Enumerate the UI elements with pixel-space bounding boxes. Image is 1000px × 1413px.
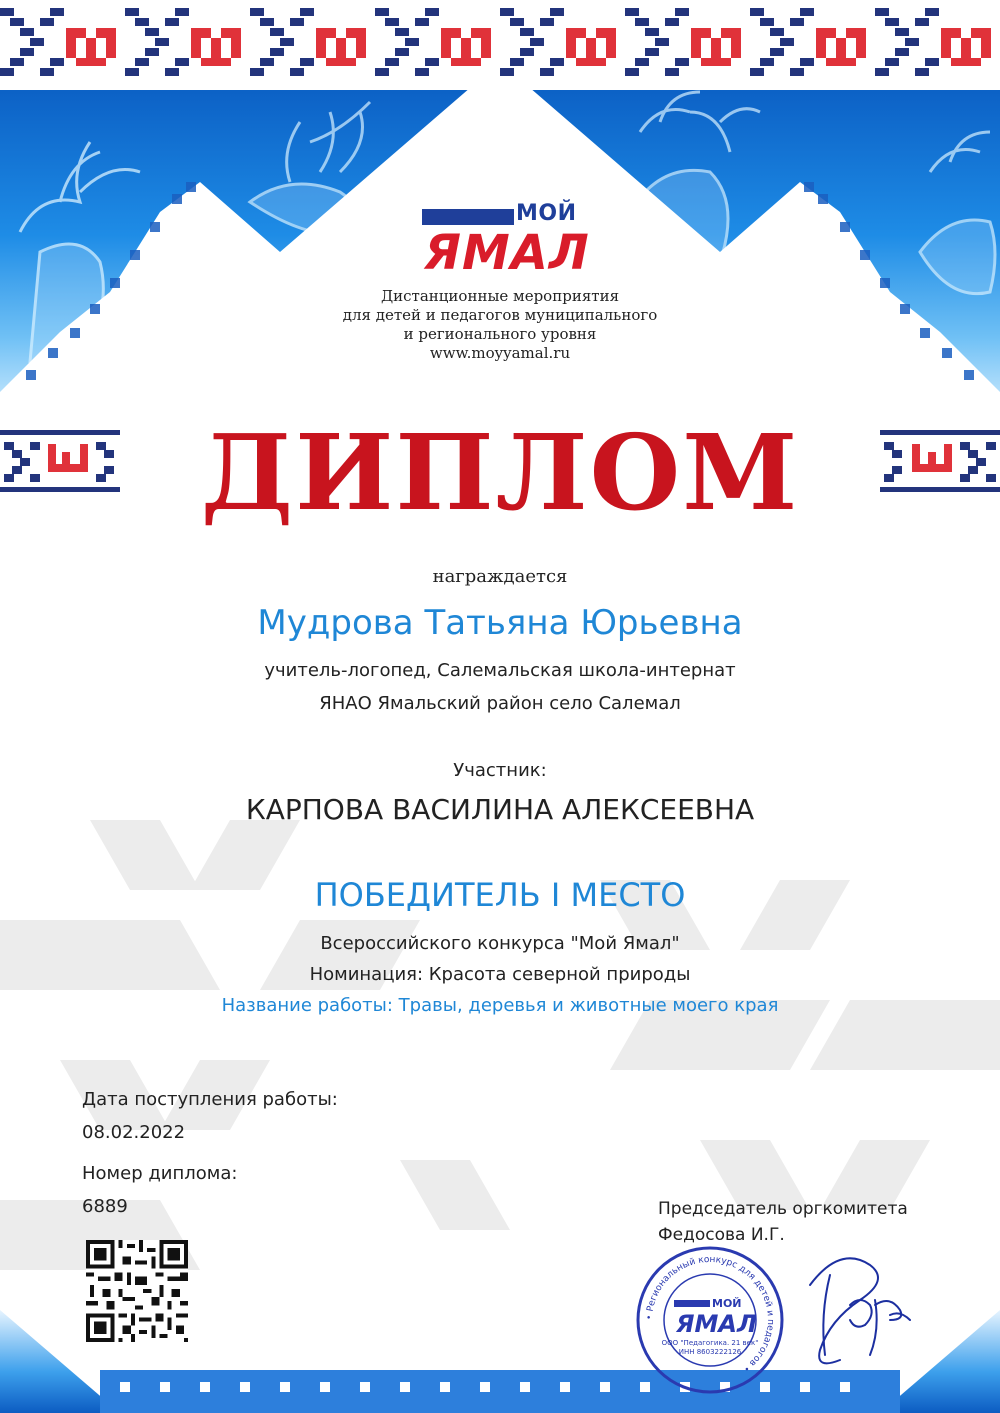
participant-label: Участник: [453, 760, 547, 781]
stamp-inn-text: ИНН 8603222126 [678, 1348, 742, 1356]
deer-icon [920, 132, 995, 294]
organizer-line: для детей и педагогов муниципального [342, 306, 658, 324]
work-title: Название работы: Травы, деревья и животные моего края [221, 995, 779, 1016]
chairman-name: Федосова И.Г. [658, 1225, 785, 1245]
nomination: Номинация: Красота северной природы [309, 964, 691, 985]
organizer-line: Дистанционные мероприятия [380, 287, 620, 305]
stamp-ring-text: • Региональный конкурс для детей и педагогов • [644, 1254, 776, 1374]
signature-icon [790, 1245, 920, 1365]
logo-moi-text: МОЙ [516, 201, 577, 226]
background-watermark [0, 780, 1000, 1300]
stamp-org-text: ООО "Педагогика. 21 век" [661, 1339, 759, 1347]
stamp-yamal-text: ЯМАЛ [676, 1310, 757, 1338]
diploma-number-label: Номер диплома: [82, 1163, 238, 1184]
top-ornament [0, 0, 1000, 90]
recipient-name: Мудрова Татьяна Юрьевна [257, 603, 743, 643]
participant-name: КАРПОВА ВАСИЛИНА АЛЕКСЕЕВНА [245, 793, 755, 826]
recipient-position: учитель-логопед, Салемальская школа-интернат [264, 660, 736, 681]
stamp-moi-text: МОЙ [712, 1297, 742, 1310]
award-place: ПОБЕДИТЕЛЬ I МЕСТО [314, 876, 686, 914]
diploma-number-value: 6889 [82, 1196, 128, 1217]
qr-code-icon [86, 1240, 188, 1342]
organizer-description [0, 287, 1000, 363]
logo-ornament-strip [422, 209, 514, 225]
organizer-line: и регионального уровня [403, 325, 597, 343]
awarded-label: награждается [432, 566, 568, 587]
logo-yamal-text: ЯМАЛ [424, 225, 590, 281]
stamp-icon [634, 1244, 786, 1396]
date-label: Дата поступления работы: [82, 1089, 338, 1110]
diploma-title: ДИПЛОМ [200, 411, 800, 534]
contest-name: Всероссийского конкурса "Мой Ямал" [320, 933, 680, 954]
recipient-location: ЯНАО Ямальский район село Салемал [319, 693, 681, 714]
chairman-title: Председатель оргкомитета [658, 1199, 908, 1219]
date-value: 08.02.2022 [82, 1122, 186, 1143]
organizer-website: www.moyyamal.ru [429, 344, 571, 362]
moi-yamal-logo [418, 201, 590, 283]
